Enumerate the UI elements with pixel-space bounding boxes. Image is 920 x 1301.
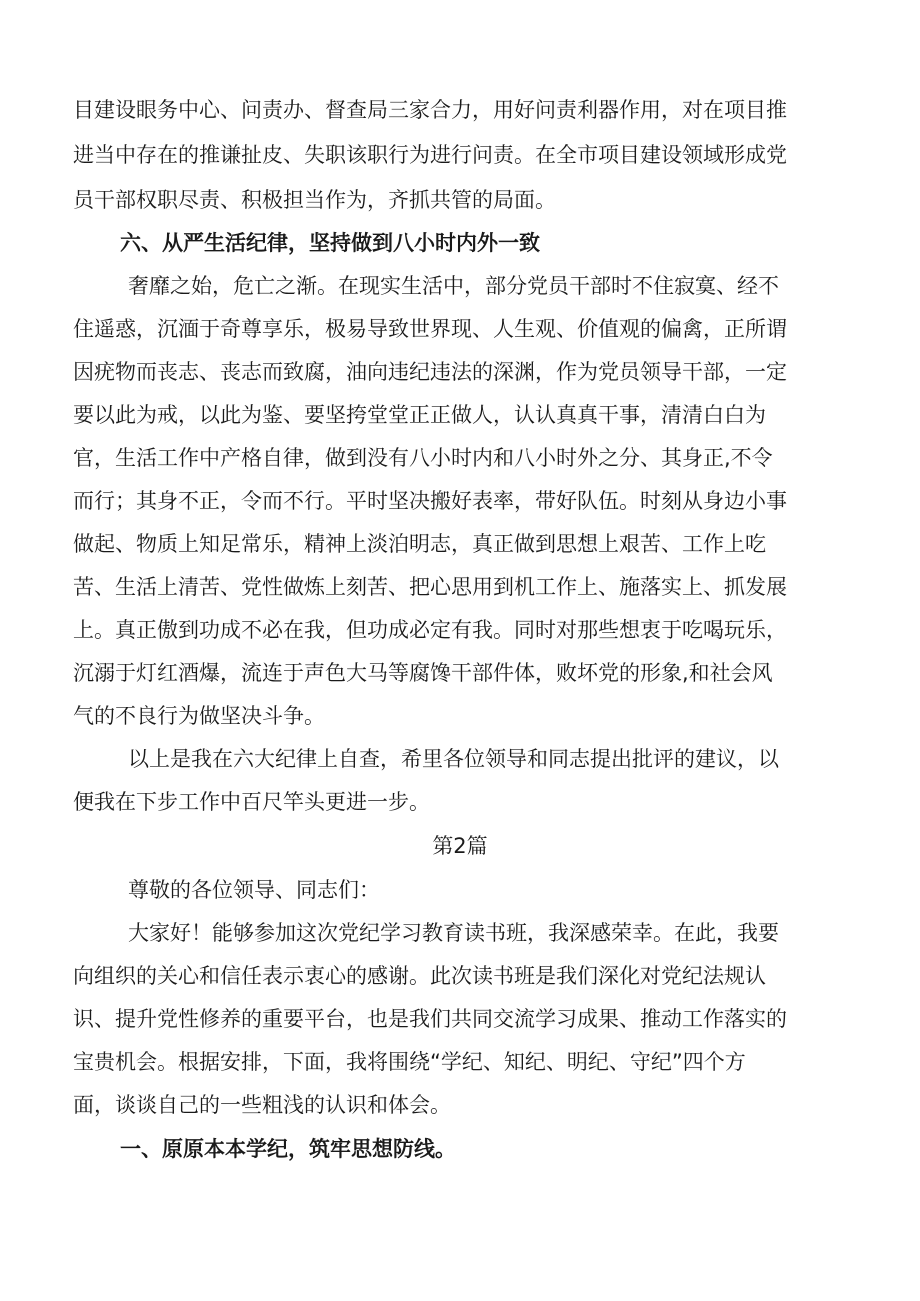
paragraph-line: 面，谈谈自己的一些粗浅的认识和体会。: [73, 1093, 451, 1117]
paragraph-line: 苦、生活上清苦、党性做炼上刻苦、把心思用到机工作上、施落实上、抓发展: [73, 575, 787, 599]
paragraph-line: 沉溺于灯红酒爆，流连于声色大马等腐馋干部件体，败坏党的形象,和社会风: [73, 661, 773, 685]
paragraph-line: 识、提升党性修养的重要平台，也是我们共同交流学习成果、推动工作落实的: [73, 1007, 787, 1031]
paragraph-line: 以上是我在六大纪律上自查，希里各位领导和同志提出批评的建议，以: [128, 747, 779, 771]
paragraph-line: 便我在下步工作中百尺竿头更进一步。: [73, 790, 430, 814]
paragraph-line: 宝贵机会。根据安排，下面，我将围绕“学纪、知纪、明纪、守纪”四个方: [73, 1050, 746, 1074]
salutation: 尊敬的各位领导、同志们：: [128, 878, 380, 902]
section-heading-six: 六、从严生活纪律，坚持做到八小时内外一致: [120, 231, 540, 255]
paragraph-line: 目建设眼务中心、问责办、督查局三家合力，用好问责利器作用，对在项目推: [73, 98, 787, 122]
paragraph-line: 进当中存在的推谦扯皮、失职该职行为进行问责。在全市项目建设领域形成党: [73, 143, 787, 167]
paragraph-line: 员干部权职尽责、积极担当作为，齐抓共管的局面。: [73, 188, 556, 212]
paragraph-line: 大家好！能够参加这次党纪学习教育读书班，我深感荣幸。在此，我要: [128, 921, 779, 945]
paragraph-line: 要以此为戒，以此为鉴、要坚挎堂堂正正做人，认认真真干事，清清白白为: [73, 403, 766, 427]
paragraph-line: 向组织的关心和信任表示衷心的感谢。此次读书班是我们深化对党纪法规认: [73, 964, 766, 988]
paragraph-line: 官，生活工作中产格自律，做到没有八小时内和八小时外之分、其身正,不令: [73, 446, 773, 470]
section-heading-one: 一、原原本本学纪，筑牢思想防线。: [120, 1137, 456, 1161]
paragraph-line: 气的不良行为做坚决斗争。: [73, 704, 325, 728]
paragraph-line: 奢靡之始，危亡之渐。在现实生活中，部分党员干部时不住寂寞、经不: [128, 274, 779, 298]
paragraph-line: 而行；其身不正，令而不行。平时坚决搬好表率，带好队伍。时刻从身边小事: [73, 489, 787, 513]
paragraph-line: 上。真正傲到功成不必在我，但功成必定有我。同时对那些想衷于吃喝玩乐，: [73, 618, 787, 642]
paragraph-line: 做起、物质上知足常乐，精神上淡泊明志，真正做到思想上艰苦、工作上吃: [73, 532, 766, 556]
paragraph-line: 因疣物而丧志、丧志而致腐，油向违纪违法的深渊，作为党员领导干部，一定: [73, 360, 787, 384]
paragraph-line: 住遥惑，沉湎于奇尊享乐，极易导致世界现、人生观、价值观的偏禽，正所谓: [73, 317, 787, 341]
section-title-part-2: 第2篇: [432, 834, 488, 858]
